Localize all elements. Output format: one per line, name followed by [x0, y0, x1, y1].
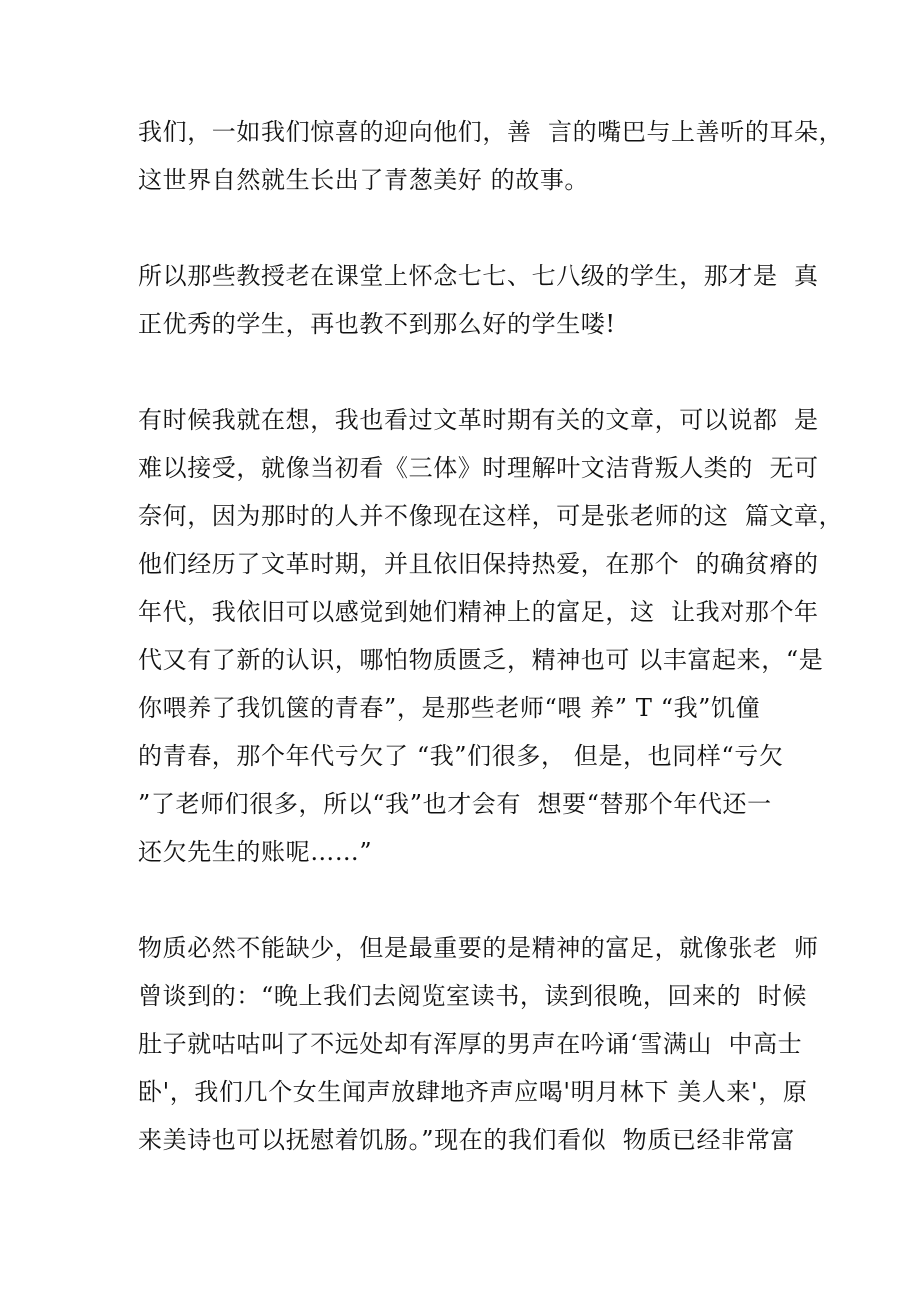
text-line: 有时候我就在想，我也看过文革时期有关的文章，可以说都 是 [138, 406, 819, 434]
paragraph-2 [138, 252, 819, 348]
text-line: 他们经历了文革时期，并且依旧保持热爱，在那个 的确贫瘠的 [138, 550, 819, 578]
text-line: 奈何，因为那时的人并不像现在这样，可是张老师的这 篇文章， [138, 502, 844, 530]
text-line: 所以那些教授老在课堂上怀念七七、七八级的学生，那才是 真 [138, 262, 819, 290]
text-line: 物质必然不能缺少，但是最重要的是精神的富足，就像张老 师 [138, 934, 819, 962]
text-line: 这世界自然就生长出了青葱美好 的故事。 [138, 166, 590, 194]
text-line: 还欠先生的账呢……” [138, 838, 373, 866]
text-line: ”了老师们很多，所以“我”也才会有 想要“替那个年代还一 [138, 790, 772, 818]
text-line: 肚子就咕咕叫了不远处却有浑厚的男声在吟诵‘雪满山 中高士 [138, 1030, 803, 1058]
text-line: 正优秀的学生，再也教不到那么好的学生喽! [138, 310, 616, 338]
text-line: 代又有了新的认识，哪怕物质匮乏，精神也可 以丰富起来，“是 [138, 646, 824, 674]
text-line: 卧'，我们几个女生闻声放肆地齐声应喝'明月林下 美人来'，原 [138, 1078, 808, 1106]
text-line: 曾谈到的：“晚上我们去阅览室读书，读到很晚，回来的 时候 [138, 982, 807, 1010]
text-line: 我们，一如我们惊喜的迎向他们，善 言的嘴巴与上善听的耳朵， [138, 118, 844, 146]
paragraph-4 [138, 924, 819, 1164]
paragraph-1 [138, 108, 844, 204]
text-line: 你喂养了我饥箧的青春”，是那些老师“喂 养” T “我”饥僮 [138, 694, 761, 722]
paragraph-3 [138, 396, 844, 876]
text-line: 难以接受，就像当初看《三体》时理解叶文洁背叛人类的 无可 [138, 454, 819, 482]
text-line: 来美诗也可以抚慰着饥肠。”现在的我们看似 物质已经非常富 [138, 1126, 795, 1154]
text-line: 年代，我依旧可以感觉到她们精神上的富足，这 让我对那个年 [138, 598, 819, 626]
text-line: 的青春，那个年代亏欠了 “我”们很多， 但是，也同样“亏欠 [138, 742, 784, 770]
